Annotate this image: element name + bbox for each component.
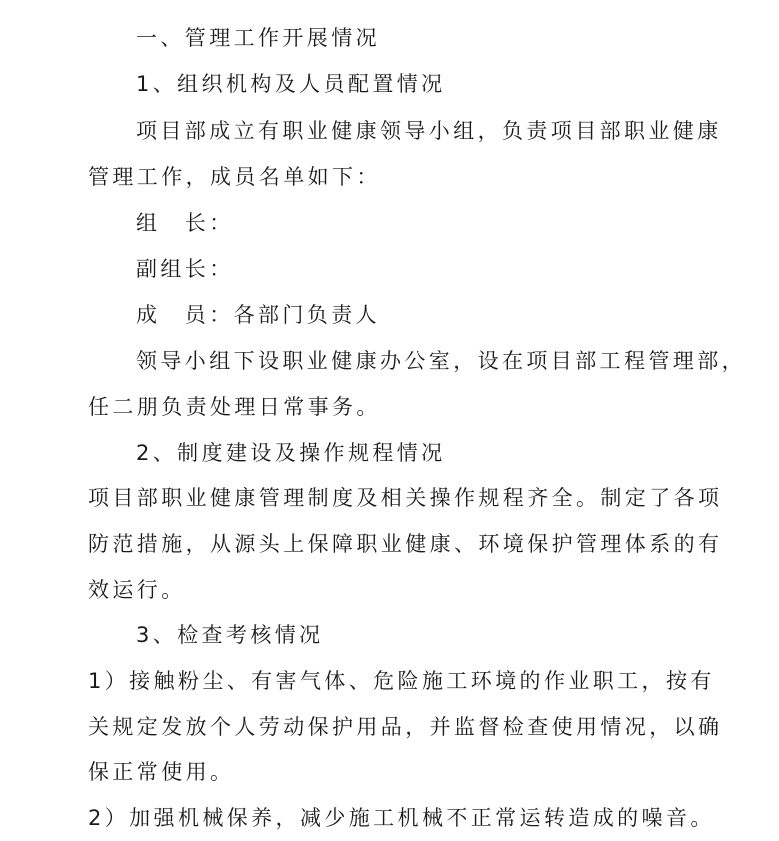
paragraph-line: 任二朋负责处理日常事务。 [88,395,381,419]
member-deputy-leader: 副组长： [136,257,234,281]
subheading-inspection: 3、检查考核情况 [136,623,324,647]
section-heading-management: 一、管理工作开展情况 [136,26,380,50]
paragraph-line: 项目部职业健康管理制度及相关操作规程齐全。制定了各项 [88,486,723,510]
member-leader: 组 长： [136,211,234,235]
paragraph-line: 管理工作，成员名单如下： [88,165,381,189]
paragraph-line: 项目部成立有职业健康领导小组，负责项目部职业健康 [136,119,722,143]
list-item-line: 1）接触粉尘、有害气体、危险施工环境的作业职工，按有 [88,669,715,693]
member-members: 成 员：各部门负责人 [136,303,380,327]
subheading-organization: 1、组织机构及人员配置情况 [136,72,446,96]
paragraph-line: 防范措施，从源头上保障职业健康、环境保护管理体系的有 [88,532,723,556]
list-item-line: 保正常使用。 [88,760,235,784]
list-item-line: 2）加强机械保养，减少施工机械不正常运转造成的噪音。 [88,806,715,830]
paragraph-line: 领导小组下设职业健康办公室，设在项目部工程管理部， [136,349,746,373]
paragraph-line: 效运行。 [88,578,186,602]
subheading-system: 2、制度建设及操作规程情况 [136,441,446,465]
list-item-line: 关规定发放个人劳动保护用品，并监督检查使用情况，以确 [88,715,723,739]
